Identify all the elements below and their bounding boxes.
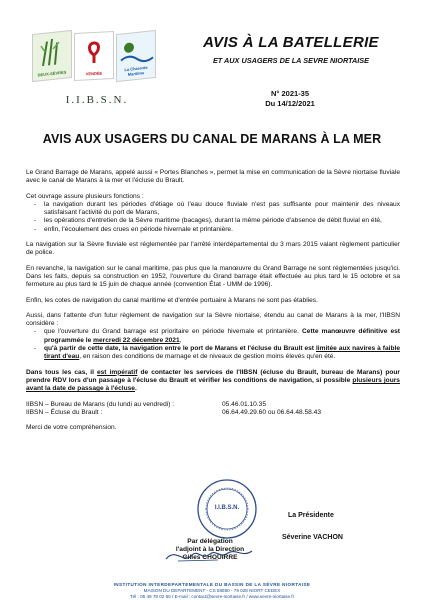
functions-list [26,201,400,234]
notice-body [26,169,400,439]
contact-row [26,409,400,417]
footer-address: MAISON DU DEPARTEMENT - CS 58880 - 79 028 NIORT CEDEX [143,587,281,593]
contact-text: Dans tous les cas, il [26,368,97,376]
paragraph-contact [26,369,400,394]
contact-text: . [134,385,137,393]
list-item: - la navigation durant les périodes d'étiage où l'eau douce fluviale n'est pas suffisante pour maintenir des niveaux satisfaisant l'activité du port de Marans, [44,201,400,218]
handwritten-signature [158,545,258,567]
paragraph-levels: Enfin, les cotes de navigation du canal maritime et d'entrée portuaire à Marans ne sont pas établies. [26,296,318,304]
official-stamp [196,478,258,540]
reference-date: Du 14/12/2021 [265,99,315,108]
list-item: - les opérations d'entretien de la Sèvre maritime (bacages), durant la même période d'absence de débit fluvial en été, [44,217,400,225]
charente-maritime-label: La Charente Maritime [124,64,148,77]
paragraph-intro: Le Grand Barrage de Marans, appelé aussi « Portes Blanches », permet la mise en communication de la Sèvre niortaise fluviale avec le canal de Marans à la mer et l'écluse du Brault. [26,169,400,185]
contact-emphasis: est impératif [96,368,138,376]
notice-title: AVIS À LA BATELLERIE [203,34,379,51]
draft-limit: limitée aux navires à faible tirant d'eau [44,345,400,361]
deux-sevres-flag [32,30,72,82]
footer-contact[interactable]: Tél : 05 49 78 02 60 / E-mail : contact@sevre-niortaise.fr / www.sevre-niortaise.fr [129,593,295,599]
contact-label: IIBSN – Bureau de Marans (du lundi au vendredi) : [26,400,175,408]
stamp-label: I.I.B.S.N. [214,505,240,511]
functions-intro: Cet ouvrage assure plusieurs fonctions : [26,192,144,200]
contact-emphasis: plusieurs jours avant la date de passage à l'écluse [26,376,400,393]
contact-row [26,401,400,409]
item-text-bold: Cette manœuvre définitive est programmée le [44,328,401,344]
vendee-label: VENDÉE [85,70,103,77]
list-item [44,328,400,345]
page-footer [30,582,394,599]
delegation-line: Gilles CHOUIRRE [182,553,238,561]
item-text-bold: qu'à partir de cette date, la navigation entre le port de Marans et l'écluse du Brault est [44,345,316,353]
vendee-flag [74,31,114,81]
closure-date: mercredi 22 décembre 2021 [93,336,180,344]
delegation-line: l'adjoint à la Direction [175,545,245,553]
contact-phone[interactable]: 05.46.01.10.35 [222,400,266,408]
contact-label: IIBSN – Écluse du Brault : [26,408,103,416]
paragraph-history: En revanche, la navigation sur le canal maritime, pas plus que la manœuvre du Grand Barrage ne sont réglementées jusqu'ici. Dans les faits, depuis sa construction en 1952, l'ouverture du Grand barrage était effectuée au plus tard le 15 octobre et sa fermeture au plus tard le 15 juin de chaque année (convention État - UMM de 1996). [26,264,400,289]
deux-sevres-label: DEUX-SÈVRES [37,69,67,78]
footer-institution: INSTITUTION INTERDEPARTEMENTALE DU BASSIN DE LA SÈVRE NIORTAISE [113,582,311,587]
signatory-name: Séverine VACHON [282,534,343,541]
item-text: , en raison des conditions de marnage et de niveaux de gestion moins élevés qu'en été. [79,353,336,361]
considerations-list [26,328,400,361]
iibsn-logo [28,26,168,116]
closing-line: Merci de votre compréhension. [26,424,117,432]
paragraph-regulation: La navigation sur la Sèvre fluviale est réglementée par l'arrêté interdépartemental du 3 mars 2015 valant règlement particulier de police. [26,241,400,257]
charente-maritime-flag [116,30,156,82]
item-text: , [179,336,182,344]
contact-phone[interactable]: 06.64.49.29.60 ou 06.64.48.58.43 [222,408,321,416]
main-heading: AVIS AUX USAGERS DU CANAL DE MARANS À LA MER [42,132,382,146]
org-name: I.I.B.S.N. [65,94,129,106]
reference-number: N° 2021-35 [270,89,310,98]
contact-list [26,401,400,418]
delegation-line: Par délégation [187,538,233,545]
item-text: que l'ouverture du Grand barrage est prioritaire en période hivernale et printanière. [44,328,303,336]
contact-text: de contacter les services de l'IIBSN (écluse du Brault, bureau de Marans) pour prendre RDV lors d'un passage à l'écluse du Brault et vérifier les conditions de navigation, si possible [26,368,400,384]
notice-subtitle: ET AUX USAGERS DE LA SEVRE NIORTAISE [212,56,370,65]
signatory-role: La Présidente [288,512,334,519]
considerations-intro: Aussi, dans l'attente d'un futur règlement de navigation sur la Sèvre niortaise, étendu au canal de Marans à la mer, l'IIBSN considère : [26,311,400,328]
list-item [44,345,400,362]
list-item: - enfin, l'écoulement des crues en période hivernale et printanière. [44,226,400,234]
